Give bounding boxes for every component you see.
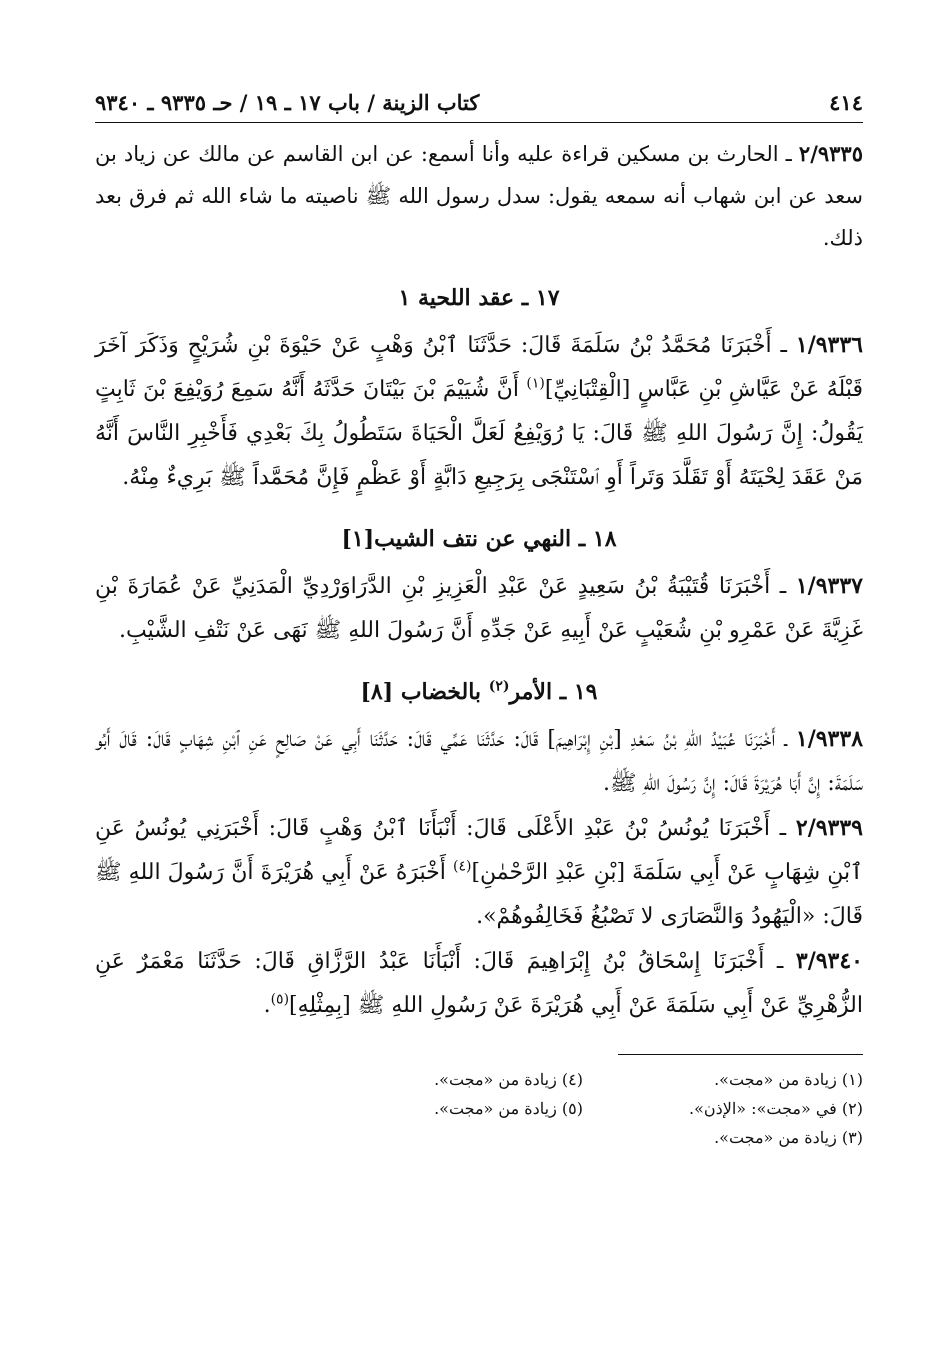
footnote-ref: (٥) — [270, 991, 290, 1008]
hadith-text-cont: أَنَّ شُيَيْمَ بْنَ بَيْتَانَ حَدَّثَهُ أَنَّهُ سَمِعَ رُوَيْفِعَ بْنَ ثَابِتٍ يَقُولُ: إِنَّ رَسُولَ اللهِ ﷺ قَالَ: يَا رُوَيْفِعُ لَعَلَّ الْحَيَاةَ سَتَطُولُ بِكَ بَعْدِي فَأَخْبِرِ النَّاسَ أَنَّهُ مَنْ عَقَدَ لِحْيَتَهُ أَوْ تَقَلَّدَ وَتَراً أَوِ ٱسْتَنْجَى بِرَجِيعِ دَابَّةٍ أَوْ عَظْمٍ فَإِنَّ مُحَمَّداً ﷺ بَرِيءٌ مِنْهُ. — [95, 377, 863, 490]
hadith-number: ١/٩٣٣٦ — [795, 332, 863, 358]
hadith-9339 — [95, 806, 863, 939]
footnotes — [303, 1065, 863, 1152]
heading-text-cont: بالخضاب [٨] — [360, 679, 482, 705]
section-heading-17: ١٧ ـ عقد اللحية ١ — [398, 285, 560, 311]
footnote-2: (٢) في «مجت»: «الإذن». — [688, 1099, 863, 1118]
hadith-number: ١/٩٣٣٨ — [795, 726, 864, 752]
hadith-number: ٣/٩٣٤٠ — [795, 948, 863, 974]
hadith-text-cont: أَخْبَرَهُ عَنْ أَبِي هُرَيْرَةَ أَنَّ رَسُولَ اللهِ ﷺ قَالَ: «الْيَهُودُ وَالنَّصَارَى لا تَصْبُغُ فَخَالِفُوهُمْ». — [95, 860, 863, 929]
hadith-9336 — [95, 323, 863, 500]
running-header — [95, 88, 863, 123]
page-number: ٤١٤ — [829, 90, 863, 115]
footnote-5: (٥) زيادة من «مجت». — [434, 1099, 583, 1118]
hadith-text: ـ الحارث بن مسكين قراءة عليه وأنا أسمع: عن ابن القاسم عن مالك عن زياد بن سعد عن ابن شهاب أنه سمعه يقول: سدل رسول الله ﷺ ناصيته ما شاء الله ثم فرق بعد ذلك. — [95, 142, 863, 250]
hadith-number: ٢/٩٣٣٩ — [795, 815, 863, 841]
hadith-number: ١/٩٣٣٧ — [795, 573, 863, 599]
hadith-text: ـ أَخْبَرَنَا مُحَمَّدُ بْنُ سَلَمَةَ قَالَ: حَدَّثَنَا ٱبْنُ وَهْبٍ عَنْ حَيْوَةَ بْنِ شُرَيْحٍ وَذَكَرَ آخَرَ قَبْلَهُ عَنْ عَيَّاشِ بْنِ عَبَّاسٍ [الْقِتْبَانِيِّ] — [95, 333, 863, 402]
hadith-text-end: . — [263, 993, 271, 1018]
hadith-9335 — [95, 133, 863, 259]
footnote-ref: (١) — [526, 375, 545, 392]
book-page — [95, 88, 863, 1338]
hadith-text: ـ أَخْبَرَنَا يُونُسُ بْنُ عَبْدِ الأَعْلَى قَالَ: أَنْبَأَنَا ٱبْنُ وَهْبٍ قَالَ: أَخْبَرَنِي يُونُسُ عَنِ ٱبْنِ شِهَابٍ عَنْ أَبِي سَلَمَةَ [بْنِ عَبْدِ الرَّحْمٰنِ] — [95, 816, 864, 885]
heading-text: ١٩ ـ الأمر — [509, 679, 598, 705]
hadith-9338 — [95, 717, 863, 806]
footnote-3: (٣) زيادة من «مجت». — [714, 1128, 863, 1147]
footnote-4: (٤) زيادة من «مجت». — [434, 1070, 583, 1089]
hadith-text: ـ أَخْبَرَنَا إِسْحَاقُ بْنُ إِبْرَاهِيمَ قَالَ: أَنْبَأَنَا عَبْدُ الرَّزَّاقِ قَالَ: حَدَّثَنَا مَعْمَرٌ عَنِ الزُّهْرِيِّ عَنْ أَبِي سَلَمَةَ عَنْ أَبِي هُرَيْرَةَ عَنْ رَسُولِ اللهِ ﷺ [بِمِثْلِهِ] — [95, 949, 863, 1018]
hadith-text: ـ أَخْبَرَنَا عُبَيْدُ اللهِ بْنُ سَعْدِ [بْنِ إِبْرَاهِيمَ] قَالَ: حَدَّثَنَا عَمِّي قَالَ: حَدَّثَنَا أَبِي عَنْ صَالِحٍ عَنِ ٱبْنِ شِهَابٍ قَالَ: قَالَ أَبُو سَلَمَةَ: إِنَّ أَبَا هُرَيْرَةَ قَالَ: إِنَّ رَسُولَ اللهِ ﷺ. — [95, 727, 863, 796]
footnote-1: (١) زيادة من «مجت». — [714, 1070, 863, 1089]
footnote-divider — [618, 1054, 863, 1055]
hadith-number: ٢/٩٣٣٥ — [798, 141, 863, 166]
section-heading-19 — [95, 675, 863, 709]
section-heading-18: ١٨ ـ النهي عن نتف الشيب[١] — [341, 526, 617, 552]
hadith-text: ـ أَخْبَرَنَا قُتَيْبَةُ بْنُ سَعِيدٍ عَنْ عَبْدِ الْعَزِيزِ بْنِ الدَّرَاوَرْدِيِّ الْمَدَنِيِّ عَنْ عُمَارَةَ بْنِ غَزِيَّةَ عَنْ عَمْرِو بْنِ شُعَيْبٍ عَنْ أَبِيهِ عَنْ جَدِّهِ أَنَّ رَسُولَ اللهِ ﷺ نَهَى عَنْ نَتْفِ الشَّيْبِ. — [95, 574, 863, 643]
footnote-ref: (٢) — [488, 678, 510, 695]
hadith-9337 — [95, 564, 863, 653]
header-title: كتاب الزينة / باب ١٧ ـ ١٩ / حـ ٩٣٣٥ ـ ٩٣٤٠ — [95, 90, 480, 115]
hadith-9340 — [95, 939, 863, 1028]
footnote-ref: (٤) — [453, 858, 472, 875]
